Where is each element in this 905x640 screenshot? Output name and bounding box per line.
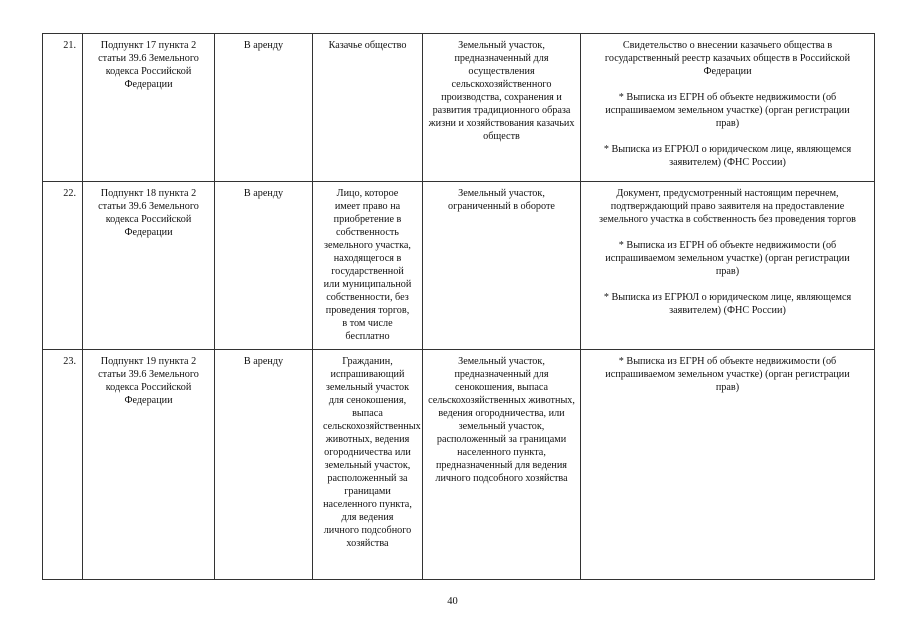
land-plot: Земельный участок, предназначенный для сенокошения, выпаса сельскохозяйственных животных, ведения огородничества, или земельный участок, расположенный за границами населенного пункта, предназначенный для ведения личного подсобного хозяйства: [423, 350, 581, 580]
legal-basis: Подпункт 19 пункта 2 статьи 39.6 Земельного кодекса Российской Федерации: [83, 350, 215, 580]
right-type: В аренду: [215, 350, 313, 580]
land-plot: Земельный участок, предназначенный для осуществления сельскохозяйственного производства, сохранения и развития традиционного образа жизни и хозяйствования казачьих обществ: [423, 34, 581, 182]
table-row: [43, 350, 875, 580]
document-item: * Выписка из ЕГРЮЛ о юридическом лице, являющемся заявителем) (ФНС России): [603, 144, 852, 168]
land-lease-table: [42, 33, 875, 580]
applicant: Гражданин, испрашивающий земельный участок для сенокошения, выпаса сельскохозяйственных животных, ведения огородничества или земельный участок, расположенный за границами населенного пункта, для ведения личного подсобного хозяйства: [313, 350, 423, 580]
row-number: 22.: [43, 182, 83, 350]
page-number: 40: [447, 596, 458, 607]
document-item: * Выписка из ЕГРН об объекте недвижимости (об испрашиваемом земельном участке) (орган регистрации прав): [605, 92, 850, 129]
right-type: В аренду: [215, 34, 313, 182]
right-type: В аренду: [215, 182, 313, 350]
document-item: * Выписка из ЕГРН об объекте недвижимости (об испрашиваемом земельном участке) (орган регистрации прав): [605, 240, 850, 277]
document-item: * Выписка из ЕГРЮЛ о юридическом лице, являющемся заявителем) (ФНС России): [603, 292, 852, 316]
applicant: Казачье общество: [313, 34, 423, 182]
required-documents: [581, 182, 875, 350]
land-plot: Земельный участок, ограниченный в обороте: [423, 182, 581, 350]
document-item: Документ, предусмотренный настоящим перечнем, подтверждающий право заявителя на предоставление земельного участка в собственность без проведения торгов: [599, 188, 856, 225]
legal-basis: Подпункт 17 пункта 2 статьи 39.6 Земельного кодекса Российской Федерации: [83, 34, 215, 182]
table-row: [43, 182, 875, 350]
row-number: 23.: [43, 350, 83, 580]
applicant: Лицо, которое имеет право на приобретение в собственность земельного участка, находящегося в государственной или муниципальной собственности, без проведения торгов, в том числе бесплатно: [313, 182, 423, 350]
required-documents: [581, 350, 875, 580]
legal-basis: Подпункт 18 пункта 2 статьи 39.6 Земельного кодекса Российской Федерации: [83, 182, 215, 350]
table-row: [43, 34, 875, 182]
document-item: * Выписка из ЕГРН об объекте недвижимости (об испрашиваемом земельном участке) (орган регистрации прав): [605, 356, 850, 393]
row-number: 21.: [43, 34, 83, 182]
document-item: Свидетельство о внесении казачьего общества в государственный реестр казачьих обществ в Российской Федерации: [604, 40, 851, 77]
required-documents: [581, 34, 875, 182]
